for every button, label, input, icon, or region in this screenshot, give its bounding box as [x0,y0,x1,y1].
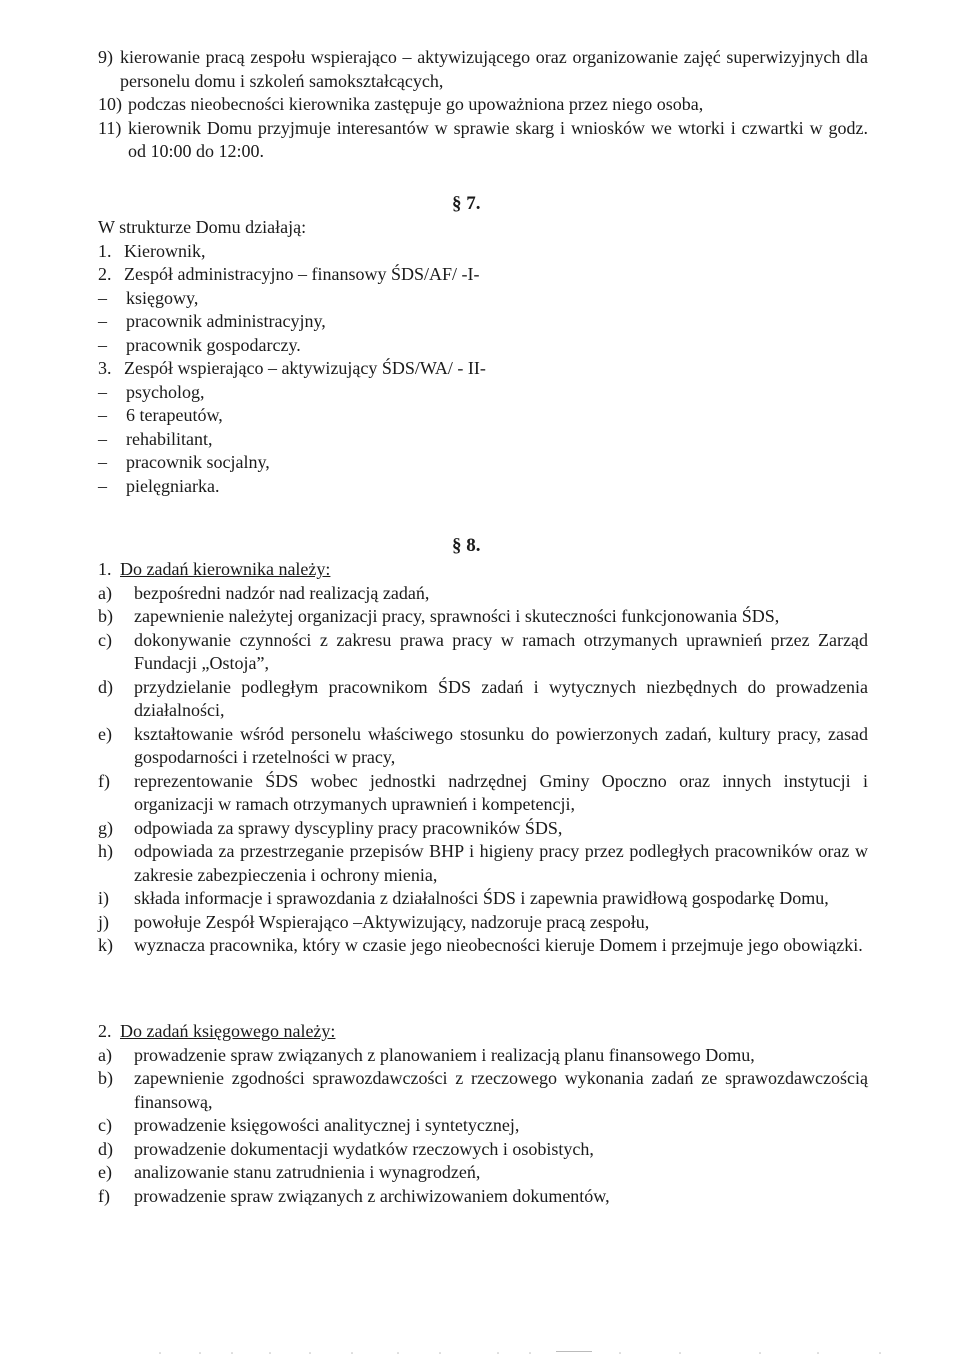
section-7-heading: § 7. [452,193,481,214]
dash-marker: – [98,452,107,472]
item-label: d) [98,1138,113,1159]
list-item [98,770,868,817]
item-text: 6 terapeutów, [126,405,223,425]
list-item [98,1114,868,1138]
item-label: i) [98,888,109,908]
item-text: odpowiada za przestrzeganie przepisów BHP i higieny pracy przez podległych pracowników oraz w zakresie zabezpieczenia i ochrony mienia, [134,841,868,885]
dash-marker: – [98,334,107,355]
item-text: Kierownik, [124,240,206,261]
item-text: rehabilitant, [126,428,213,449]
dash-marker: – [98,311,107,331]
list-item [98,1044,868,1068]
dash-list-item [98,404,868,428]
list-item [98,840,868,887]
list-item [98,1067,868,1114]
item-text: Do zadań księgowego należy: [120,1021,336,1041]
item-text: prowadzenie spraw związanych z planowaniem i realizacją planu finansowego Domu, [134,1044,755,1065]
item-label: b) [98,1068,113,1088]
list-item [98,263,868,287]
item-text: zapewnienie należytej organizacji pracy, sprawności i skuteczności funkcjonowania ŚDS, [134,606,780,626]
item-label: c) [98,1115,112,1135]
item-text: Zespół wspierająco – aktywizujący ŚDS/WA/ - II- [124,358,486,378]
item-label: 1. [98,559,112,579]
list-item [98,46,868,93]
item-label: j) [98,911,109,932]
list-item [98,1161,868,1185]
list-item [98,723,868,770]
item-label: d) [98,676,113,697]
item-text: podczas nieobecności kierownika zastępuje go upoważniona przez niego osoba, [128,94,704,114]
section-8-heading: § 8. [452,535,481,556]
item-label: a) [98,1044,112,1065]
item-text: pielęgniarka. [126,475,220,496]
dash-list-item [98,428,868,452]
section-8-kierownik [98,558,868,958]
item-label: f) [98,770,110,791]
item-label: f) [98,1185,110,1206]
section-7-intro: W strukturze Domu działają: [98,217,307,237]
item-text: prowadzenie księgowości analitycznej i syntetycznej, [134,1115,520,1135]
dash-marker: – [98,405,107,425]
item-label: c) [98,629,112,650]
item-label: e) [98,723,112,744]
dash-list-item [98,334,868,358]
item-label: 9) [98,47,113,67]
subsection-heading [98,1020,868,1044]
item-text: zapewnienie zgodności sprawozdawczości z rzeczowego wykonania zadań ze sprawozdawczością finansową, [134,1068,868,1112]
item-text: powołuje Zespół Wspierająco –Aktywizujący, nadzoruje pracą zespołu, [134,911,650,932]
list-item [98,629,868,676]
item-text: analizowanie stanu zatrudnienia i wynagrodzeń, [134,1162,481,1182]
dash-marker: – [98,381,107,402]
item-label: 11) [98,117,122,138]
item-label: 2. [98,1021,112,1041]
item-text: pracownik gospodarczy. [126,334,301,355]
item-text: bezpośredni nadzór nad realizacją zadań, [134,582,430,603]
item-text: reprezentowanie ŚDS wobec jednostki nadrzędnej Gminy Opoczno oraz innych instytucji i organizacji w ramach otrzymanych uprawnień i kompetencji, [134,770,868,814]
list-item [98,240,868,264]
item-text: pracownik administracyjny, [126,311,326,331]
item-text: Zespół administracyjno – finansowy ŚDS/AF/ -I- [124,264,480,284]
item-label: g) [98,817,113,838]
item-text: wyznacza pracownika, który w czasie jego nieobecności kieruje Domem i przejmuje jego obowiązki. [134,935,863,955]
item-text: prowadzenie spraw związanych z archiwizowaniem dokumentów, [134,1185,610,1206]
dash-marker: – [98,287,107,308]
list-item [98,605,868,629]
list-item [98,934,868,958]
item-text: Do zadań kierownika należy: [120,559,331,579]
subsection-heading [98,558,868,582]
item-text: psycholog, [126,381,205,402]
item-label: 10) [98,94,122,114]
dash-list-item [98,381,868,405]
item-text: odpowiada za sprawy dyscypliny pracy pracowników ŚDS, [134,817,563,838]
item-text: pracownik socjalny, [126,452,270,472]
item-text: kierowanie pracą zespołu wspierająco – aktywizującego oraz organizowanie zajęć superwizyjnych dla personelu domu i szkoleń samokształcących, [120,47,868,91]
item-label: h) [98,841,113,861]
list-item [98,817,868,841]
dash-marker: – [98,428,107,449]
list-item [98,582,868,606]
list-item [98,117,868,164]
list-item [98,93,868,117]
item-text: składa informacje i sprawozdania z działalności ŚDS i zapewnia prawidłową gospodarkę Domu, [134,888,829,908]
item-label: k) [98,935,113,955]
dash-marker: – [98,475,107,496]
item-label: 2. [98,264,112,284]
item-label: b) [98,606,113,626]
list-item [98,676,868,723]
item-label: a) [98,582,112,603]
intro-list [98,46,868,164]
item-text: księgowy, [126,287,199,308]
item-label: 1. [98,240,112,261]
dash-list-item [98,475,868,499]
list-item [98,1138,868,1162]
item-label: 3. [98,358,112,378]
scan-noise-dots [0,1348,960,1358]
dash-list-item [98,451,868,475]
list-item [98,887,868,911]
item-text: dokonywanie czynności z zakresu prawa pracy w ramach otrzymanych uprawnień przez Zarząd Fundacji „Ostoja”, [134,629,868,673]
item-text: prowadzenie dokumentacji wydatków rzeczowych i osobistych, [134,1138,594,1159]
section-7-body [98,216,868,498]
item-text: przydzielanie podległym pracownikom ŚDS zadań i wytycznych niezbędnych do prowadzenia działalności, [134,676,868,720]
list-item [98,1185,868,1209]
list-item [98,357,868,381]
section-8-ksiegowy [98,1020,868,1208]
dash-list-item [98,310,868,334]
item-label: e) [98,1162,112,1182]
list-item [98,911,868,935]
item-text: kształtowanie wśród personelu właściwego stosunku do powierzonych zadań, kultury pracy, zasad gospodarności i rzetelności w pracy, [134,723,868,767]
dash-list-item [98,287,868,311]
item-text: kierownik Domu przyjmuje interesantów w sprawie skarg i wniosków we wtorki i czwartki w godz. od 10:00 do 12:00. [128,117,868,161]
